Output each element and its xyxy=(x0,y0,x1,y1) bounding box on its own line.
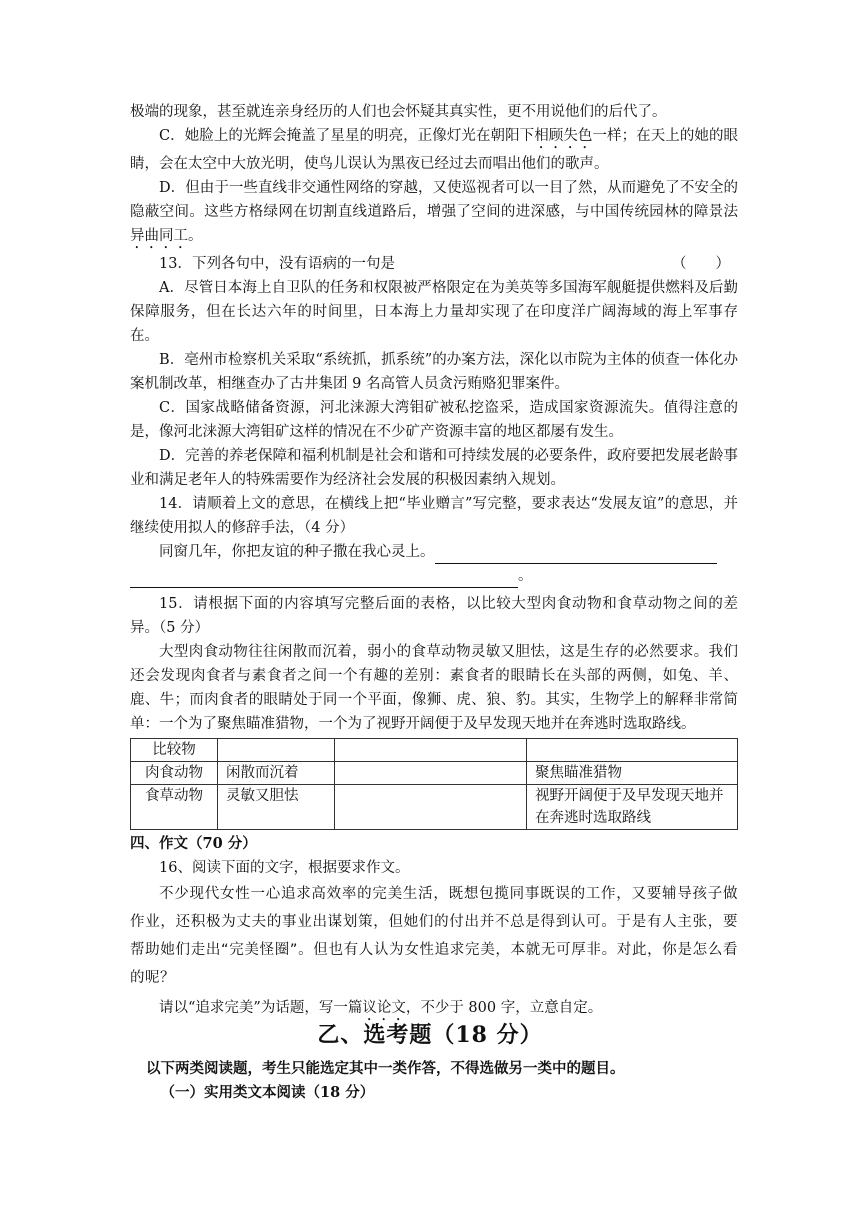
table-header-row xyxy=(131,739,738,762)
option-d-paragraph xyxy=(130,176,738,252)
part-b-title: 乙、选考题（18 分） xyxy=(317,1022,543,1048)
table-cell: 视野开阔便于及早发现天地并在奔逃时选取路线 xyxy=(527,785,738,830)
table-cell: 比较物 xyxy=(131,739,218,762)
table-cell: 食草动物 xyxy=(131,785,218,830)
part-b-note: 以下两类阅读题，考生只能选定其中一类作答，不得选做另一类中的题目。 xyxy=(146,1060,625,1077)
question-14-line-2 xyxy=(130,564,738,588)
answer-blank-line-2 xyxy=(130,571,518,588)
question-13-option-c: C．国家战略储备资源，河北涞源大湾钼矿被私挖盗采，造成国家资源流失。值得注意的是，像河北涞源大湾钼矿这样的情况在不少矿产资源丰富的地区都屡有发生。 xyxy=(130,400,738,440)
part-b-subsection: （一）实用类文本阅读（18 分） xyxy=(160,1084,375,1101)
table-row xyxy=(131,762,738,785)
table-cell: 聚焦瞄准猎物 xyxy=(527,762,738,785)
table-cell: 闲散而沉着 xyxy=(218,762,335,785)
requirement-text: 请以“追求完美”为话题，写一篇 xyxy=(159,1000,363,1016)
table-cell-blank xyxy=(335,785,527,830)
part-b-intro xyxy=(146,1057,746,1105)
answer-paren: （ ） xyxy=(672,256,730,272)
question-13-option-a: A．尽管日本海上自卫队的任务和权限被严格限定在为美英等多国海军舰艇提供燃料及后勤保障服务，但在长达六年的时间里，日本海上力量却实现了在印度洋广阔海域的海上军事存在。 xyxy=(130,280,738,344)
option-c-text: C．她脸上的光辉会掩盖了星星的明亮，正像灯光在朝阳下 xyxy=(159,128,535,144)
question-14-prompt: 同窗几年，你把友谊的种子撒在我心灵上。 xyxy=(159,544,435,560)
question-13-option-b: B．亳州市检察机关采取“系统抓，抓系统”的办案方法，深化以市院为主体的侦查一体化办案机制改革，相继查办了古井集团 9 名高管人员贪污贿赂犯罪案件。 xyxy=(130,352,738,392)
table-cell-blank xyxy=(335,762,527,785)
option-c-paragraph xyxy=(130,124,738,176)
table-cell-blank xyxy=(335,739,527,762)
comparison-table xyxy=(130,738,738,830)
option-d-text: D．但由于一些直线非交通性网络的穿越，又使巡视者可以一目了然，从而避免了不安全的隐蔽空间。这些方格绿网在切割直线道路后，增强了空间的进深感，与中国传统园林的障景法 xyxy=(130,180,738,220)
option-d-emphasis: 异曲同工 xyxy=(130,228,188,244)
paragraph-b-tail: 极端的现象，甚至就连亲身经历的人们也会怀疑其真实性，更不用说他们的后代了。 xyxy=(130,104,667,120)
question-13-text: 13．下列各句中，没有语病的一句是 xyxy=(159,256,395,272)
requirement-text-rest: ，不少于 800 字，立意自定。 xyxy=(405,1000,603,1016)
question-14-line xyxy=(130,540,738,564)
option-c-text-rest: 一样；在天上的她的眼睛，会在太空中大放光明，使鸟儿误认为黑夜已经过去而唱出他们的歌声。 xyxy=(130,128,739,172)
option-d-text-rest: 。 xyxy=(188,228,203,244)
table-cell: 灵敏又胆怯 xyxy=(218,785,335,830)
line-end-period: 。 xyxy=(518,568,533,584)
question-15-passage: 大型肉食动物往往闲散而沉着，弱小的食草动物灵敏又胆怯，这是生存的必然要求。我们还会发现肉食者与素食者之间一个有趣的差别：素食者的眼睛长在头部的两侧，如兔、羊、鹿、牛；而肉食者的眼睛处于同一个平面，像狮、虎、狼、豹。其实，生物学上的解释非常简单：一个为了聚焦瞄准猎物，一个为了视野开阔便于及早发现天地并在奔逃时选取路线。 xyxy=(130,644,738,732)
answer-blank-line xyxy=(435,547,717,564)
question-13-option-d: D．完善的养老保障和福利机制是社会和谐和可持续发展的必要条件，政府要把发展老龄事业和满足老年人的特殊需要作为经济社会发展的积极因素纳入规划。 xyxy=(130,448,738,488)
question-15-stem: 15．请根据下面的内容填写完整后面的表格，以比较大型肉食动物和食草动物之间的差异。（5 分） xyxy=(130,596,738,636)
question-16-stem: 16、阅读下面的文字，根据要求作文。 xyxy=(159,860,410,876)
table-cell: 肉食动物 xyxy=(131,762,218,785)
table-cell-blank xyxy=(218,739,335,762)
table-row xyxy=(131,785,738,830)
section-4-title: 四、作文（70 分） xyxy=(130,835,257,852)
question-13-stem xyxy=(130,252,738,276)
document-body xyxy=(130,100,738,1024)
essay-material: 不少现代女性一心追求高效率的完美生活，既想包揽同事既误的工作，又要辅导孩子做作业，还积极为丈夫的事业出谋划策，但她们的付出并不总是得到认可。于是有人主张，要帮助她们走出“完美怪圈”。但也有人认为女性追求完美，本就无可厚非。对此，你是怎么看的呢？ xyxy=(130,886,738,986)
table-cell-blank xyxy=(527,739,738,762)
requirement-emphasis: 议论文 xyxy=(362,1000,406,1016)
option-c-emphasis: 相顾失色 xyxy=(534,128,593,144)
question-14-stem: 14．请顺着上文的意思，在横线上把“毕业赠言”写完整，要求表达“发展友谊”的意思，并继续使用拟人的修辞手法，（4 分） xyxy=(130,496,738,536)
